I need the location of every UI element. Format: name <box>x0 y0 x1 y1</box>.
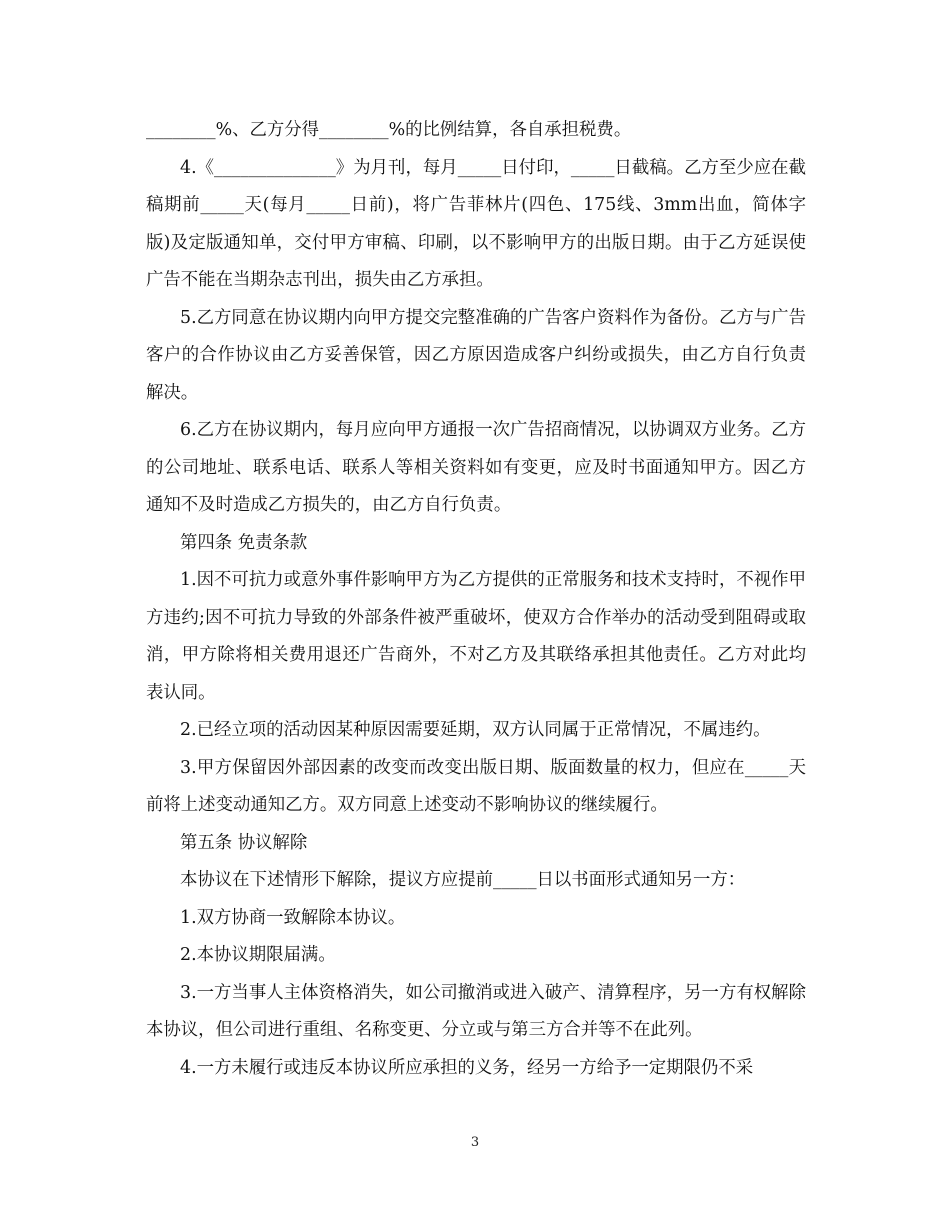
page-number: 3 <box>470 1135 480 1150</box>
paragraph-clause-4-schedule: 4.《______________》为月刊，每月_____日付印，_____日截稿。乙方至少应在截稿期前_____天(每月_____日前)，将广告菲林片(四色、175线、3mm出血，简体字版)及定版通知单，交付甲方审稿、印刷，以不影响甲方的出版日期。由于乙方延误使广告不能在当期杂志刊出，损失由乙方承担。 <box>146 157 806 290</box>
paragraph-article-5-item-4: 4.一方未履行或违反本协议所应承担的义务，经另一方给予一定期限仍不采 <box>180 1057 754 1078</box>
paragraph-settlement-ratio: ________%、乙方分得________%的比例结算，各自承担税费。 <box>146 120 632 140</box>
paragraph-article-5-item-3: 3.一方当事人主体资格消失，如公司撤消或进入破产、清算程序，另一方有权解除本协议，但公司进行重组、名称变更、分立或与第三方合并等不在此列。 <box>146 982 806 1040</box>
paragraph-article-5-intro: 本协议在下述情形下解除，提议方应提前_____日以书面形式通知另一方： <box>180 870 746 890</box>
document-body <box>146 112 806 1087</box>
paragraph-article-4-item-1: 1.因不可抗力或意外事件影响甲方为乙方提供的正常服务和技术支持时，不视作甲方违约;因不可抗力导致的外部条件被严重破坏，使双方合作举办的活动受到阻碍或取消，甲方除将相关费用退还广告商外，不对乙方及其联络承担其他责任。乙方对此均表认同。 <box>146 570 806 703</box>
section-heading-article-4: 第四条 免责条款 <box>180 532 308 553</box>
paragraph-clause-5-client-data: 5.乙方同意在协议期内向甲方提交完整准确的广告客户资料作为备份。乙方与广告客户的合作协议由乙方妥善保管，因乙方原因造成客户纠纷或损失，由乙方自行负责解决。 <box>146 307 806 403</box>
section-heading-article-5: 第五条 协议解除 <box>180 832 308 853</box>
paragraph-clause-6-reporting: 6.乙方在协议期内，每月应向甲方通报一次广告招商情况，以协调双方业务。乙方的公司地址、联系电话、联系人等相关资料如有变更，应及时书面通知甲方。因乙方通知不及时造成乙方损失的，由乙方自行负责。 <box>146 420 806 515</box>
paragraph-article-5-item-1: 1.双方协商一致解除本协议。 <box>180 907 406 928</box>
paragraph-article-4-item-2: 2.已经立项的活动因某种原因需要延期，双方认同属于正常情况，不属违约。 <box>180 720 771 740</box>
paragraph-article-5-item-2: 2.本协议期限届满。 <box>180 945 336 965</box>
paragraph-article-4-item-3: 3.甲方保留因外部因素的改变而改变出版日期、版面数量的权力，但应在_____天前将上述变动通知乙方。双方同意上述变动不影响协议的继续履行。 <box>146 757 806 815</box>
